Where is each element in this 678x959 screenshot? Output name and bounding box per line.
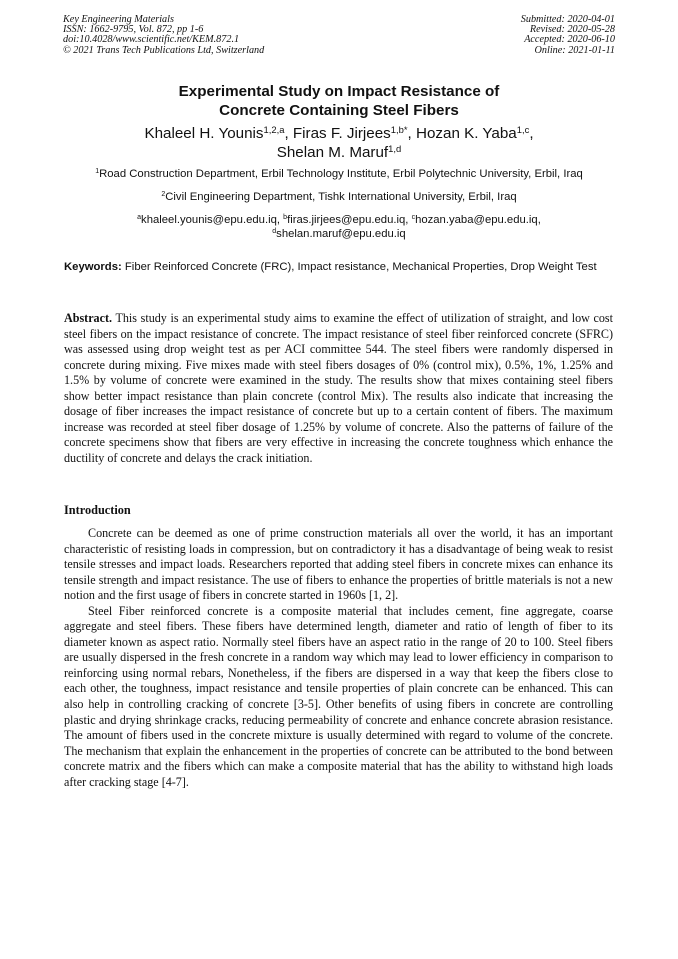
affiliation-marker: 2: [161, 191, 166, 199]
affiliation-text: Road Construction Department, Erbil Technology Institute, Erbil Polytechnic University, Erbil, Iraq: [99, 168, 583, 180]
doi-link[interactable]: doi:10.4028/www.scientific.net/KEM.872.1: [63, 34, 240, 46]
affiliation-2: [30, 190, 648, 204]
author-separator: ,: [407, 125, 416, 142]
submitted-date: Submitted: 2020-04-01: [520, 14, 615, 25]
email-link[interactable]: hozan.yaba@epu.edu.iq,: [415, 214, 541, 226]
author-name: Hozan K. Yaba: [415, 125, 517, 142]
author-name: Firas F. Jirjees: [292, 125, 391, 142]
email-marker: c: [411, 214, 416, 222]
author-name: Khaleel H. Younis: [144, 125, 264, 142]
author-emails: [40, 213, 638, 241]
keywords-label: Keywords:: [64, 261, 122, 273]
copyright-line: © 2021 Trans Tech Publications Ltd, Switzerland: [63, 44, 265, 56]
author-affiliation-marker: 1,2,a: [263, 123, 285, 135]
author-separator: ,: [284, 125, 293, 142]
online-date: Online: 2021-01-11: [534, 44, 615, 56]
email-marker: d: [272, 228, 277, 236]
revised-date: Revised: 2020-05-28: [529, 24, 615, 36]
journal-info: [63, 15, 264, 56]
author-affiliation-marker: 1,c: [516, 123, 530, 135]
abstract-text: This study is an experimental study aims to examine the effect of utilization of straight, and low cost steel fibers on the impact resistance of concrete. The impact resistance of steel fiber reinforced concrete (SFRC) was assessed using drop weight test as per ACI committee 544. The steel fibers were randomly dispersed in concrete during mixing. Five mixes made with steel fibers dosages of 0% (control mix), 0.5%, 1%, 1.25% and 1.5% by volume of concrete were examined in the study. The results show that mixes containing steel fibers show better impact resistance than plain concrete (control Mix). The results also indicate that increasing the dosage of fiber increases the impact resistance of concrete but up to a certain content of fibers. The maximum increase was recorded at steel fiber dosage of 1.25% by volume of concrete. Also the patterns of failure of the concrete specimens show that fibers are very effective in increasing the concrete toughness which enhance the ductility of concrete and delays the crack initiation.: [64, 311, 613, 465]
author-separator: ,: [529, 125, 534, 142]
email-line-2: [40, 227, 638, 241]
email-marker: a: [137, 214, 142, 222]
email-link[interactable]: shelan.maruf@epu.edu.iq: [276, 228, 406, 240]
paper-title: [40, 82, 638, 120]
author-line-2: [40, 143, 638, 162]
affiliation-marker: 1: [95, 168, 100, 176]
abstract-label: Abstract.: [64, 311, 113, 325]
email-link[interactable]: khaleel.younis@epu.edu.iq,: [141, 214, 284, 226]
title-line-1: Experimental Study on Impact Resistance of: [178, 83, 500, 100]
introduction-body: [64, 526, 613, 790]
keywords-text: Fiber Reinforced Concrete (FRC), Impact resistance, Mechanical Properties, Drop Weight Test: [121, 261, 597, 273]
accepted-date: Accepted: 2020-06-10: [524, 34, 615, 46]
author-list: [40, 124, 638, 162]
author-name: Shelan M. Maruf: [276, 144, 389, 161]
publication-dates: [521, 15, 615, 56]
journal-name: Key Engineering Materials: [63, 14, 174, 25]
abstract-block: [64, 311, 613, 466]
email-marker: b: [283, 214, 288, 222]
paragraph: Concrete can be deemed as one of prime construction materials all over the world, it has an important characteristic of resisting loads in compression, but on contradictory it has a disadvantage of being weak to resist tensile stresses and impact loads. Researchers reported that adding steel fibers in concrete mixes can enhance its tensile strength and impact resistance. The use of fibers to enhance the properties of brittle materials is not a new notion and the first usage of fibers in concrete started in 1960s [1, 2].: [64, 526, 613, 603]
affiliation-1: [30, 167, 648, 181]
title-line-2: Concrete Containing Steel Fibers: [219, 102, 459, 119]
author-affiliation-marker: 1,b*: [390, 123, 408, 135]
section-heading-introduction: Introduction: [64, 503, 131, 517]
paragraph: Steel Fiber reinforced concrete is a composite material that includes cement, fine aggregate, coarse aggregate and steel fibers. These fibers have determined length, diameter and ratio of length of fiber to its diameter known as aspect ratio. Normally steel fibers have an aspect ratio in the range of 20 to 100. Steel fibers are usually dispersed in the fresh concrete in a random way which may lead to lower efficiency in comparison to reinforcing using normal rebars, Nonetheless, if the fibers are dispersed in a way that keep the fibers close to each other, the toughness, impact resistance and tensile properties of plain concrete can be enhanced. This can also help in controlling cracking of concrete [3-5]. Other benefits of using fibers in concrete are controlling plastic and drying shrinkage cracks, reducing permeability of concrete and enhance concrete abrasion resistance. The amount of fibers used in the concrete mixture is usually determined with regard to volume of the concrete. The mechanism that explain the enhancement in the properties of concrete can be attributed to the bond between concrete matrix and the fibers which can make a composite material that has the ability to withstand high loads after cracking stage [4-7].: [64, 603, 613, 789]
email-line-1: [40, 213, 638, 227]
keywords-block: [64, 260, 613, 276]
author-line-1: [40, 124, 638, 143]
email-link[interactable]: firas.jirjees@epu.edu.iq,: [287, 214, 412, 226]
affiliation-text: Civil Engineering Department, Tishk International University, Erbil, Iraq: [165, 191, 517, 203]
author-affiliation-marker: 1,d: [388, 142, 402, 154]
issn-line: ISSN: 1662-9795, Vol. 872, pp 1-6: [63, 24, 204, 36]
